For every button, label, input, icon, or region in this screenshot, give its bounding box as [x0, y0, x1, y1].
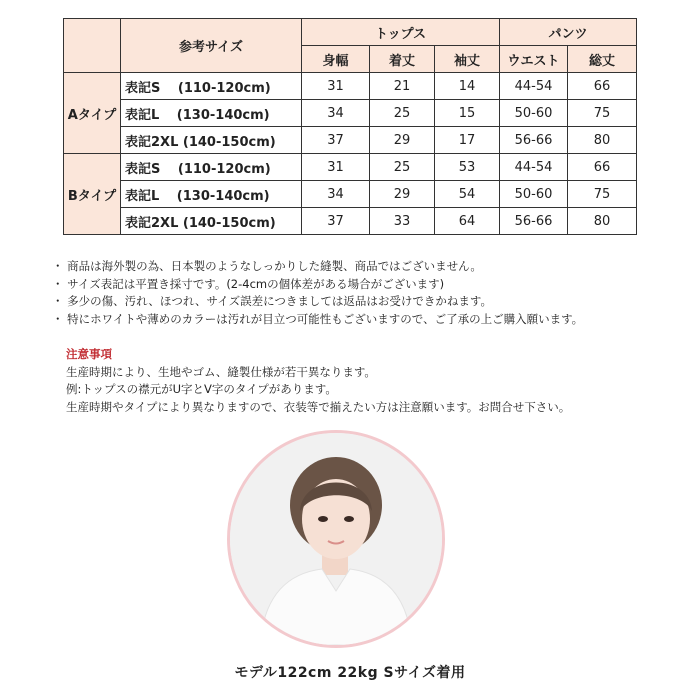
size-label: 表記L (130-140cm) — [121, 181, 302, 208]
table-cell: 37 — [302, 127, 370, 154]
table-cell: 14 — [435, 73, 500, 100]
table-cell: 37 — [302, 208, 370, 235]
model-illustration — [230, 433, 442, 645]
column-header: 袖丈 — [435, 46, 500, 73]
table-cell: 66 — [568, 73, 637, 100]
table-cell: 56-66 — [500, 127, 568, 154]
table-cell: 66 — [568, 154, 637, 181]
type-label: Bタイプ — [64, 154, 121, 235]
caution-line: 生産時期やタイプにより異なりますので、衣装等で揃えたい方は注意願います。お問合せ下さい。 — [66, 399, 571, 414]
size-label: 表記S (110-120cm) — [121, 154, 302, 181]
table-cell: 33 — [370, 208, 435, 235]
caution-section — [66, 346, 570, 416]
table-row — [64, 154, 637, 181]
table-cell: 31 — [302, 154, 370, 181]
table-cell: 29 — [370, 127, 435, 154]
table-cell: 54 — [435, 181, 500, 208]
table-cell: 53 — [435, 154, 500, 181]
table-row — [64, 73, 637, 100]
caution-line: 例:トップスの襟元がU字とV字のタイプがあります。 — [66, 382, 337, 396]
table-cell: 56-66 — [500, 208, 568, 235]
table-cell: 15 — [435, 100, 500, 127]
table-cell: 31 — [302, 73, 370, 100]
corner-cell — [64, 19, 121, 73]
table-row — [64, 127, 637, 154]
size-table — [63, 18, 637, 235]
column-header: ウエスト — [500, 46, 568, 73]
table-cell: 50-60 — [500, 181, 568, 208]
type-label: Aタイプ — [64, 73, 121, 154]
table-cell: 29 — [370, 181, 435, 208]
note-item: ・ サイズ表記は平置き採寸です。(2-4cmの個体差がある場合がございます) — [52, 276, 445, 291]
note-item: ・ 多少の傷、汚れ、ほつれ、サイズ誤差につきましては返品はお受けできかねます。 — [52, 294, 492, 308]
size-label: 表記2XL (140-150cm) — [121, 208, 302, 235]
pants-header: パンツ — [500, 19, 637, 46]
table-cell: 75 — [568, 181, 637, 208]
column-header: 着丈 — [370, 46, 435, 73]
table-cell: 50-60 — [500, 100, 568, 127]
table-row — [64, 208, 637, 235]
table-cell: 34 — [302, 181, 370, 208]
model-photo — [227, 430, 445, 648]
table-cell: 75 — [568, 100, 637, 127]
column-header: 総丈 — [568, 46, 637, 73]
table-cell: 17 — [435, 127, 500, 154]
table-cell: 44-54 — [500, 73, 568, 100]
note-item: ・ 商品は海外製の為、日本製のようなしっかりした縫製、商品ではございません。 — [52, 259, 482, 273]
table-cell: 80 — [568, 208, 637, 235]
tops-header: トップス — [302, 19, 500, 46]
table-cell: 80 — [568, 127, 637, 154]
caution-title: 注意事項 — [66, 347, 112, 361]
table-cell: 25 — [370, 154, 435, 181]
table-cell: 34 — [302, 100, 370, 127]
notes-list — [52, 258, 583, 328]
size-label: 表記S (110-120cm) — [121, 73, 302, 100]
table-cell: 25 — [370, 100, 435, 127]
note-item: ・ 特にホワイトや薄めのカラーは汚れが目立つ可能性もございますので、ご了承の上ご購入願います。 — [52, 311, 584, 326]
caution-line: 生産時期により、生地やゴム、縫製仕様が若干異なります。 — [66, 364, 376, 379]
table-cell: 64 — [435, 208, 500, 235]
table-row — [64, 100, 637, 127]
table-row — [64, 181, 637, 208]
reference-size-header: 参考サイズ — [121, 19, 302, 73]
model-caption: モデル122cm 22kg Sサイズ着用 — [234, 665, 466, 681]
size-label: 表記L (130-140cm) — [121, 100, 302, 127]
column-header: 身幅 — [302, 46, 370, 73]
size-label: 表記2XL (140-150cm) — [121, 127, 302, 154]
table-cell: 21 — [370, 73, 435, 100]
table-cell: 44-54 — [500, 154, 568, 181]
